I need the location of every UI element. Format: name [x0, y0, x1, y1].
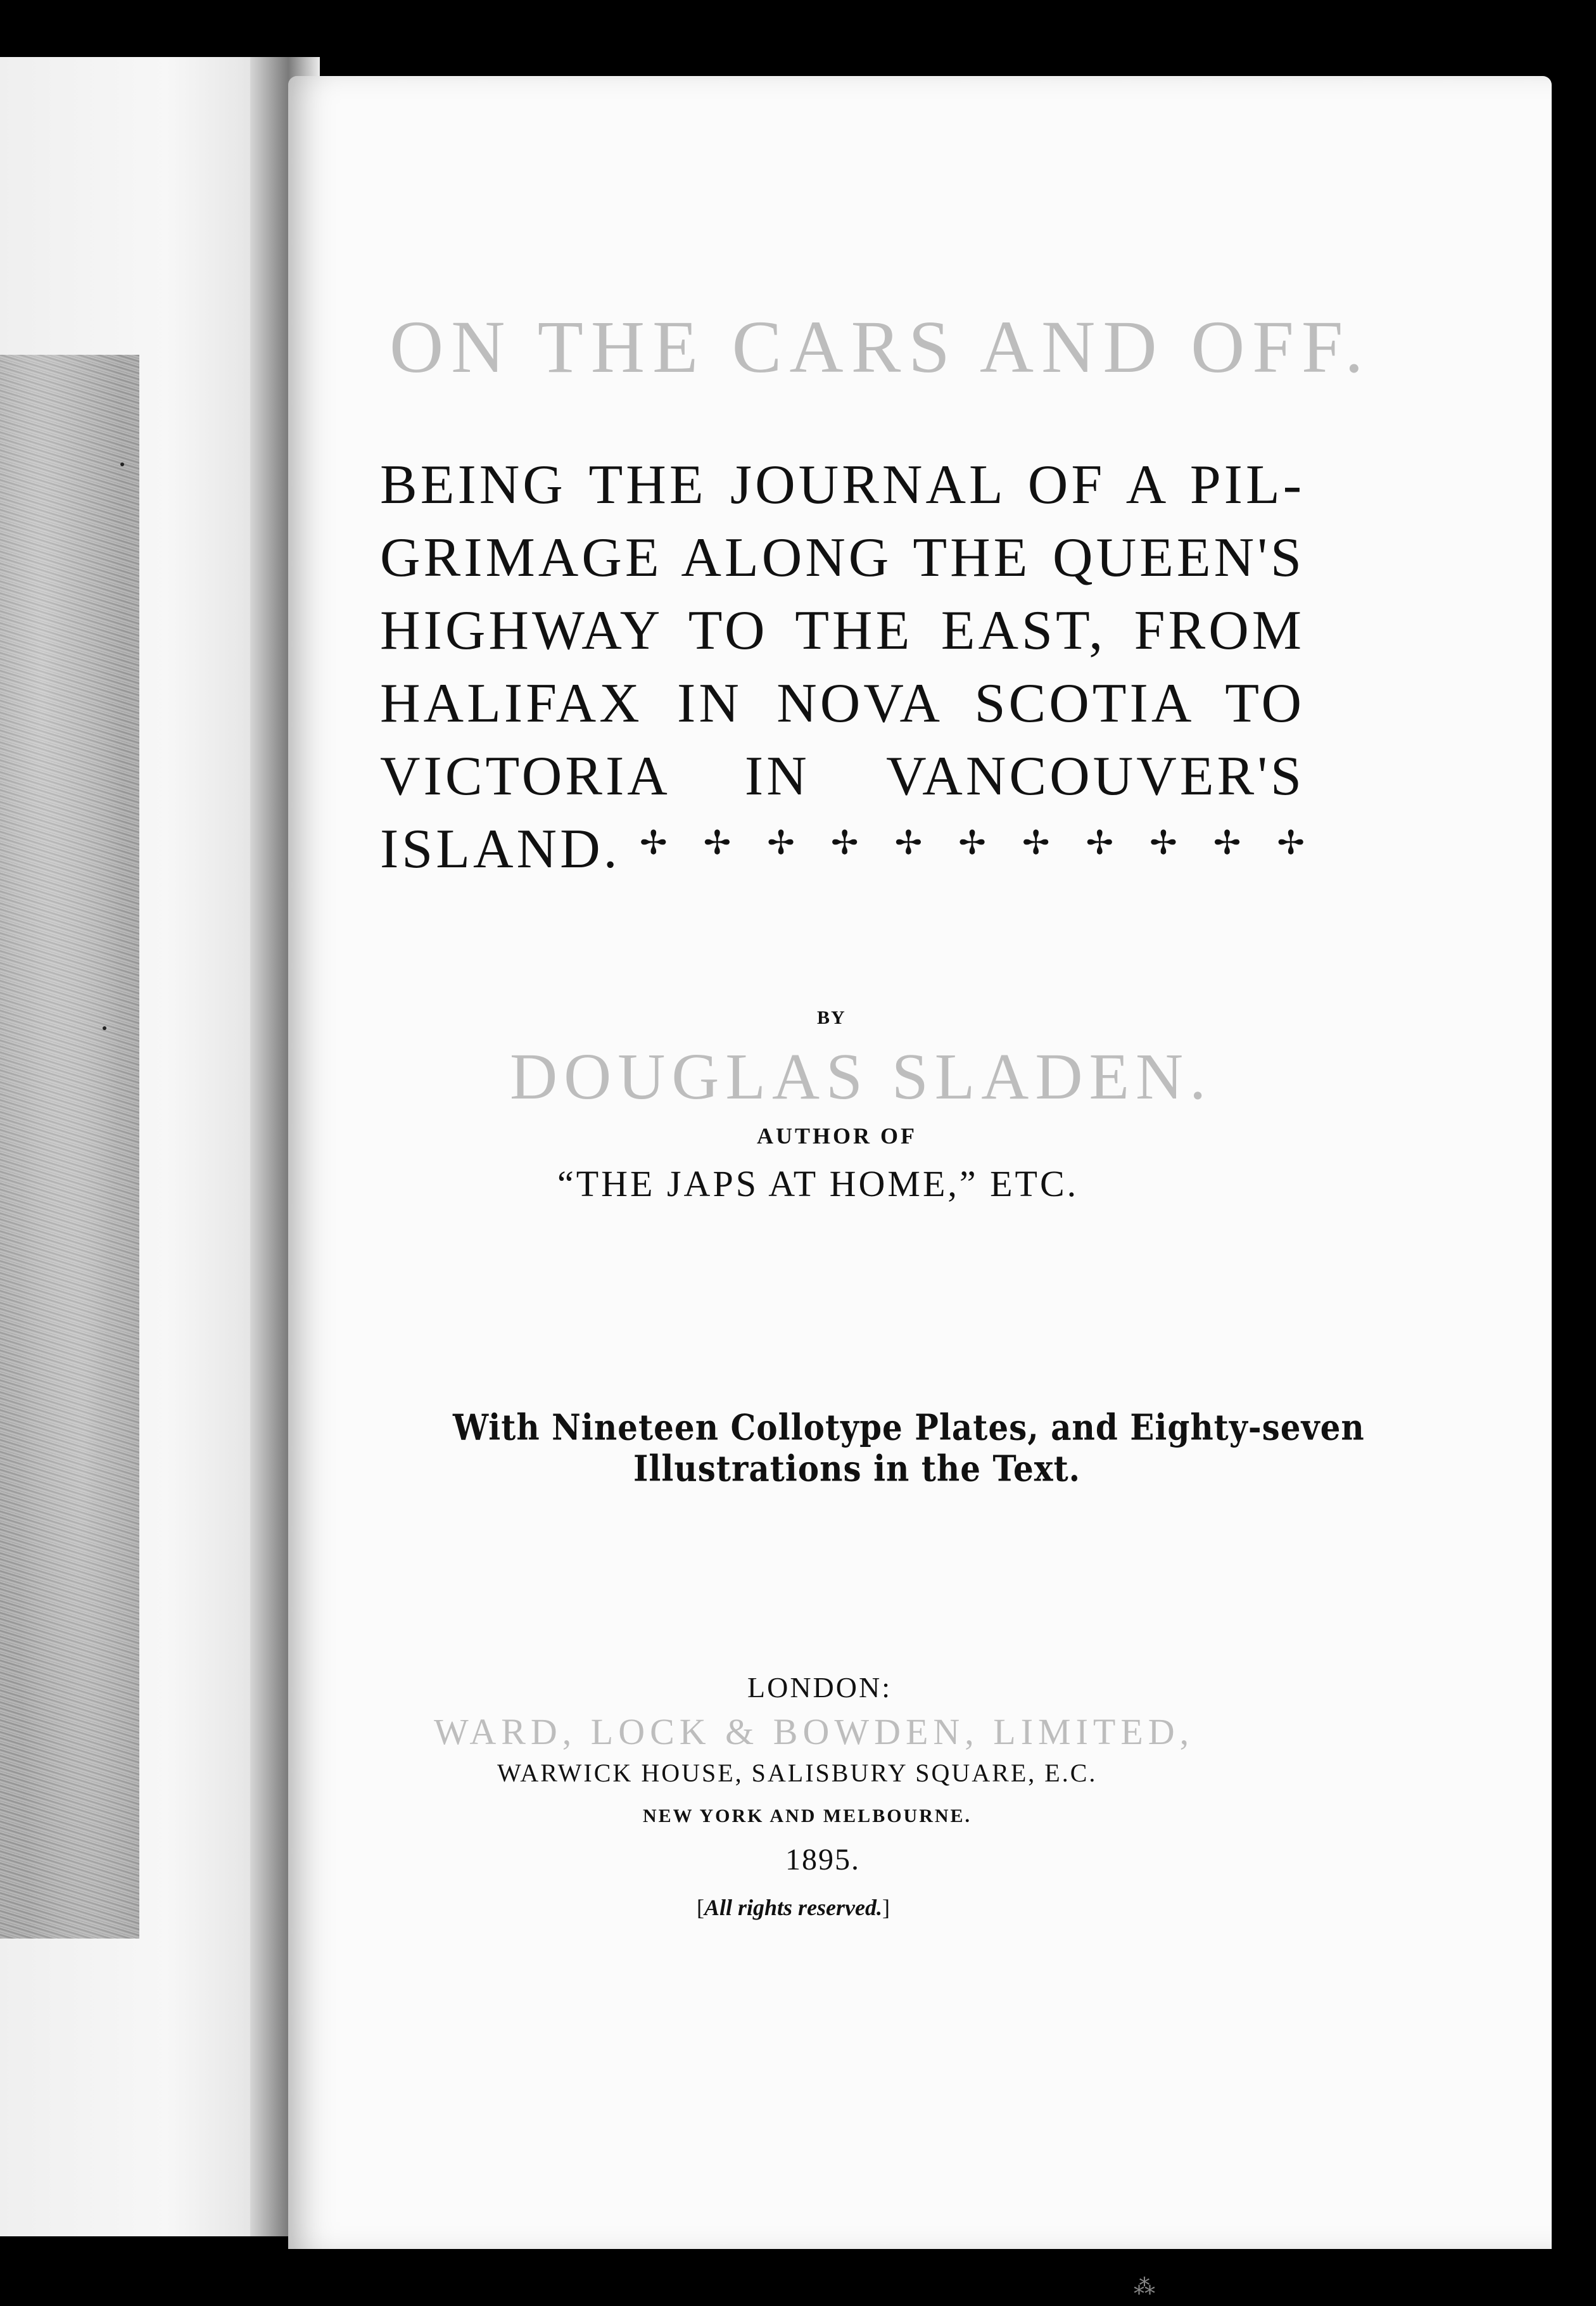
imprint-year: 1895. [785, 1843, 860, 1876]
author-of-label: AUTHOR OF [757, 1123, 918, 1149]
illustrations-note-line: With Nineteen Collotype Plates, and Eighty-seven [453, 1406, 1365, 1449]
cross-ornament-icon: ✢ [1213, 825, 1241, 862]
cross-ornament-icon: ✢ [640, 825, 668, 862]
subtitle-line: HALIFAX IN NOVA SCOTIA TO [380, 673, 1305, 734]
by-label: BY [817, 1007, 846, 1028]
cross-ornament-icon: ✢ [703, 825, 732, 862]
other-work-title: “THE JAPS AT HOME,” ETC. [557, 1163, 1079, 1204]
illustrations-note-line: Illustrations in the Text. [633, 1448, 1081, 1490]
imprint-publisher: WARD, LOCK & BOWDEN, LIMITED, [434, 1711, 1194, 1752]
facing-page [0, 57, 279, 2236]
subtitle-line: VICTORIA IN VANCOUVER'S [380, 746, 1305, 807]
subtitle-line: BEING THE JOURNAL OF A PIL- [380, 454, 1305, 516]
ornament-row [640, 816, 1305, 872]
cross-ornament-icon: ✢ [767, 825, 795, 862]
page-speck [103, 1026, 106, 1030]
subtitle-line: HIGHWAY TO THE EAST, FROM [380, 600, 1305, 661]
scan-mark-icon: ⁂ [1134, 2276, 1155, 2299]
cross-ornament-icon: ✢ [1277, 825, 1305, 862]
page-speck [120, 462, 124, 466]
rights-bracket-close: ] [882, 1895, 890, 1920]
imprint-address: WARWICK HOUSE, SALISBURY SQUARE, E.C. [497, 1759, 1098, 1787]
cross-ornament-icon: ✢ [1022, 825, 1050, 862]
series-title: ON THE CARS AND OFF. [390, 305, 1371, 388]
rights-text: All rights reserved. [704, 1895, 883, 1920]
cross-ornament-icon: ✢ [1086, 825, 1114, 862]
cross-ornament-icon: ✢ [1150, 825, 1177, 862]
subtitle-line: GRIMAGE ALONG THE QUEEN'S [380, 527, 1305, 589]
imprint-cities: NEW YORK AND MELBOURNE. [643, 1806, 972, 1826]
cross-ornament-icon: ✢ [958, 825, 986, 862]
author-name: DOUGLAS SLADEN. [510, 1040, 1213, 1113]
cross-ornament-icon: ✢ [830, 825, 859, 862]
rights-notice [697, 1894, 890, 1921]
imprint-place: LONDON: [747, 1671, 892, 1704]
cross-ornament-icon: ✢ [894, 825, 923, 862]
rights-bracket-open: [ [697, 1895, 704, 1920]
subtitle-line: ISLAND. [380, 819, 621, 880]
frontispiece-plate [0, 355, 139, 1939]
